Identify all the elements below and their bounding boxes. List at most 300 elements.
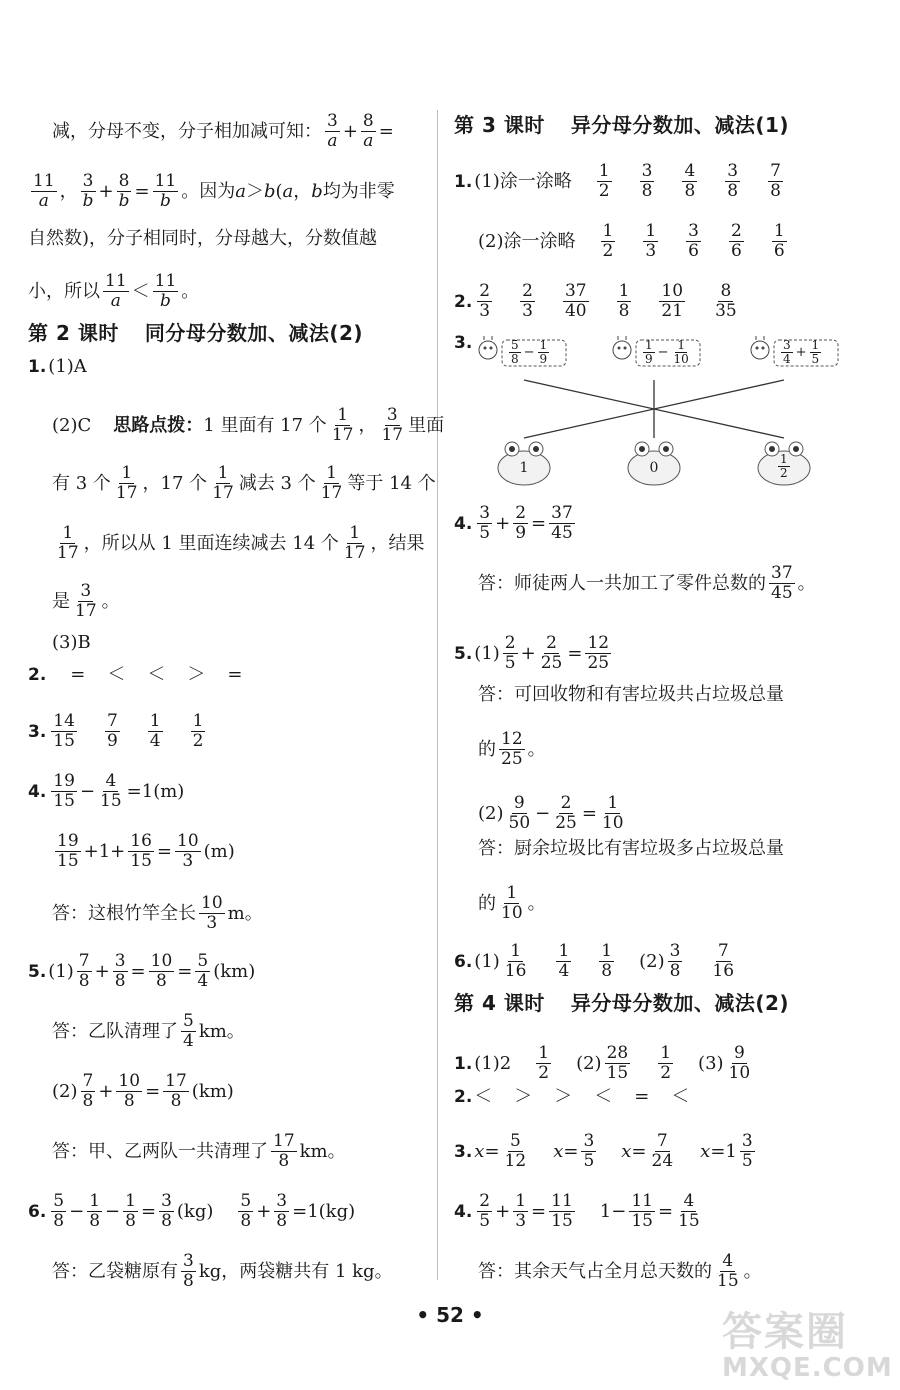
symbol: ＞ (554, 1086, 573, 1107)
fraction (195, 952, 210, 991)
operator: ＞ (245, 180, 264, 202)
intro-line-1 (28, 112, 394, 151)
denominator: 12 (504, 1151, 527, 1171)
text: 1 里面有 17 个 (203, 414, 327, 436)
denominator: 9 (645, 352, 653, 366)
fraction (549, 504, 575, 543)
text: 。 (527, 892, 546, 914)
q6-answer (28, 1252, 393, 1291)
numerator: 17 (273, 1131, 295, 1151)
fraction (163, 1072, 189, 1111)
text: ， (358, 414, 377, 436)
denominator: 35 (715, 301, 737, 321)
numerator: 3 (783, 338, 791, 352)
numerator: 12 (587, 633, 610, 653)
r-q4-answer (454, 564, 816, 603)
numerator: 11 (551, 1191, 573, 1211)
denominator: 8 (114, 971, 126, 991)
question-number: 1. (454, 171, 473, 192)
denominator: 3 (182, 851, 194, 871)
variable: x (553, 1140, 564, 1162)
fraction (503, 634, 518, 673)
fraction (650, 1132, 676, 1171)
r4-q3 (454, 1132, 758, 1171)
numerator: 7 (717, 941, 729, 961)
numerator: 16 (130, 831, 152, 851)
numerator: 1 (780, 452, 788, 466)
fraction (210, 464, 236, 503)
numerator: 3 (82, 171, 94, 191)
answer-text: 的 (478, 892, 496, 914)
denominator: 8 (276, 1211, 288, 1231)
denominator: 17 (57, 543, 79, 563)
fraction (740, 1132, 755, 1171)
denominator: 17 (212, 483, 234, 503)
fraction (319, 464, 345, 503)
operator: = (657, 1200, 674, 1222)
denominator: 8 (170, 1091, 182, 1111)
fraction (191, 712, 206, 751)
denominator: 5 (479, 523, 491, 543)
fraction (597, 162, 612, 201)
fraction (181, 1252, 196, 1291)
q5-a (28, 952, 255, 991)
watermark-logo (722, 1300, 893, 1383)
denominator: 5 (583, 1151, 595, 1171)
numerator: 1 (677, 338, 685, 352)
symbol: ＜ (147, 664, 166, 685)
numerator: 1 (337, 405, 349, 425)
numerator: 5 (509, 1131, 521, 1151)
fraction (563, 282, 589, 321)
operator: + (495, 512, 511, 534)
denominator: 9 (515, 523, 527, 543)
operator: = (130, 960, 146, 982)
numerator: 1 (645, 221, 657, 241)
symbol: ＜ (594, 1086, 613, 1107)
fraction (477, 282, 492, 321)
fraction (153, 172, 179, 211)
question-number: 3. (454, 333, 473, 353)
variable: b (263, 180, 276, 202)
r-q4 (454, 504, 578, 543)
fraction (686, 222, 701, 261)
fraction (772, 222, 787, 261)
fraction (585, 634, 611, 673)
denominator: 45 (551, 523, 573, 543)
numerator: 2 (730, 221, 742, 241)
text: 。 (797, 572, 816, 594)
denominator: 15 (53, 791, 75, 811)
denominator: a (38, 191, 49, 211)
numerator: 37 (551, 503, 573, 523)
fraction (672, 339, 691, 366)
denominator: 8 (123, 1091, 135, 1111)
numerator: 5 (240, 1191, 252, 1211)
numerator: 7 (78, 951, 90, 971)
r-q5-b-answer-2 (454, 884, 546, 923)
denominator: 15 (606, 1063, 629, 1083)
denominator: b (159, 191, 171, 211)
fraction (729, 222, 744, 261)
numerator: 11 (154, 271, 177, 291)
operator: + (520, 642, 536, 664)
numerator: 2 (515, 503, 527, 523)
operator: = (531, 1200, 547, 1222)
numerator: 1 (598, 161, 610, 181)
denominator: 8 (770, 181, 781, 201)
denominator: 8 (278, 1151, 290, 1171)
numerator: 11 (105, 271, 127, 291)
numerator: 1 (121, 463, 133, 483)
variable: a (282, 180, 294, 202)
fraction (159, 1192, 174, 1231)
question-number: 3. (454, 1141, 473, 1162)
lesson-2-heading (28, 322, 363, 344)
unit: km。 (299, 1140, 346, 1162)
denominator: 17 (115, 483, 138, 503)
denominator: 8 (125, 1211, 136, 1231)
denominator: 40 (564, 301, 587, 321)
fraction (55, 832, 81, 871)
result: =1(m) (126, 780, 185, 802)
denominator: 4 (783, 352, 791, 366)
text: 均为非零 (322, 180, 395, 202)
symbol: = (227, 664, 243, 685)
fraction (553, 794, 579, 833)
symbol: = (634, 1086, 650, 1107)
question-number: 4. (454, 1201, 473, 1222)
denominator: 17 (75, 601, 97, 621)
denominator: 8 (240, 1211, 252, 1231)
denominator: 17 (381, 425, 404, 445)
text: ， (59, 180, 78, 202)
denominator: 15 (551, 1211, 573, 1231)
fraction (503, 1132, 529, 1171)
whole-number: 1 (725, 1140, 737, 1162)
fraction (520, 282, 535, 321)
denominator: 3 (479, 301, 491, 321)
text: 等于 14 个 (347, 472, 436, 494)
denominator: 2 (780, 466, 788, 480)
operator: − (523, 345, 535, 360)
result: =1(kg) (292, 1200, 356, 1222)
q5-b (28, 1072, 234, 1111)
question-number: 2. (28, 665, 47, 685)
numerator: 7 (82, 1071, 94, 1091)
denominator: 8 (601, 961, 613, 981)
denominator: 4 (183, 1031, 194, 1051)
numerator: 1 (601, 941, 613, 961)
denominator: 8 (156, 971, 167, 991)
r-q1-a (454, 162, 786, 201)
label: (3) (698, 1052, 724, 1074)
question-number: 1. (28, 357, 47, 377)
operator: +1+ (83, 840, 126, 862)
r4-q1 (454, 1044, 755, 1083)
numerator: 1 (217, 463, 229, 483)
intro-line-4 (28, 272, 199, 311)
numerator: 1 (62, 523, 74, 543)
operator: = (156, 840, 172, 862)
denominator: 25 (501, 749, 523, 769)
denominator: 15 (100, 791, 122, 811)
numerator: 4 (683, 1191, 695, 1211)
r-q5-b-answer-1 (454, 838, 784, 860)
denominator: a (363, 131, 374, 151)
symbol: ＞ (514, 1086, 533, 1107)
lesson-title: 异分母分数加、减法(1) (570, 113, 790, 137)
expression (506, 339, 552, 366)
fraction (51, 1192, 66, 1231)
page-number: • 52 • (416, 1303, 484, 1327)
denominator: 8 (641, 181, 653, 201)
variable: b (311, 180, 323, 202)
denominator: 8 (78, 971, 90, 991)
numerator: 3 (688, 221, 699, 241)
text: 。 (101, 590, 120, 612)
numerator: 1 (602, 221, 614, 241)
fraction (781, 339, 793, 366)
denominator: 2 (598, 181, 610, 201)
lesson-3-heading (454, 114, 789, 136)
answer-text: 答：乙袋糖原有 (52, 1260, 178, 1282)
denominator: 8 (511, 352, 519, 366)
fraction (536, 1044, 551, 1083)
numerator: 1 (539, 338, 548, 352)
numerator: 1 (607, 793, 619, 813)
numerator: 2 (560, 793, 572, 813)
symbol: = (70, 664, 86, 685)
denominator: 3 (645, 241, 657, 261)
numerator: 14 (53, 711, 75, 731)
operator: = (563, 1140, 579, 1162)
numerator: 1 (510, 941, 522, 961)
fraction (768, 162, 783, 201)
operator: = (177, 960, 193, 982)
question-number: 1. (454, 1053, 473, 1074)
numerator: 8 (362, 111, 374, 131)
r-q2 (454, 282, 742, 321)
symbol: ＞ (187, 664, 206, 685)
question-number: 6. (28, 1201, 47, 1222)
numerator: 2 (522, 281, 533, 301)
label: (1) (474, 950, 500, 972)
label: (1)涂一涂略 (474, 170, 572, 192)
fraction (725, 162, 740, 201)
denominator: 15 (717, 1271, 739, 1291)
denominator: 8 (89, 1211, 101, 1231)
q4-line-2 (28, 832, 235, 871)
operator: = (484, 1140, 500, 1162)
numerator: 7 (106, 711, 118, 731)
question-number: 4. (454, 513, 473, 534)
fraction (499, 884, 525, 923)
lesson-number: 第 3 课时 (454, 113, 545, 137)
text: 。 (527, 738, 546, 760)
fraction (715, 1252, 741, 1291)
unit: (km) (191, 1080, 234, 1102)
symbol: ＜ (107, 664, 126, 685)
numerator: 1 (326, 463, 337, 483)
fraction (98, 772, 124, 811)
fraction (330, 406, 356, 445)
q1-c (28, 632, 91, 654)
operator: + (94, 960, 110, 982)
numerator: 11 (154, 171, 177, 191)
fraction (727, 1044, 753, 1083)
operator: + (98, 1080, 114, 1102)
denominator: 2 (660, 1063, 672, 1083)
text: 里面 (408, 414, 445, 436)
numerator: 1 (558, 941, 570, 961)
fraction (477, 504, 492, 543)
text: 。 (743, 1260, 762, 1282)
column-divider (437, 110, 438, 1280)
unit: (km) (213, 960, 256, 982)
text: 减去 3 个 (238, 472, 316, 494)
fraction (55, 524, 81, 563)
numerator: 2 (479, 1191, 491, 1211)
fraction (605, 1044, 631, 1083)
numerator: 37 (771, 563, 793, 583)
answer-text: 答：师徒两人一共加工了零件总数的 (478, 572, 766, 594)
numerator: 2 (504, 633, 516, 653)
label: (2) (576, 1052, 602, 1074)
expression-card-3 (748, 336, 842, 368)
denominator: 8 (82, 1091, 94, 1111)
denominator: 8 (161, 1211, 172, 1231)
q1-a (28, 356, 87, 378)
fraction (477, 1192, 492, 1231)
numerator: 1 (811, 338, 820, 352)
answer-text: 的 (478, 738, 496, 760)
denominator: 25 (587, 653, 610, 673)
numerator: 8 (118, 171, 130, 191)
answer-frog-3 (754, 438, 814, 486)
numerator: 12 (501, 729, 523, 749)
fraction (769, 564, 795, 603)
lesson-4-heading (454, 992, 789, 1014)
text: 自然数)，分子相同时，分母越大，分数值越 (28, 228, 378, 249)
numerator: 10 (661, 281, 684, 301)
denominator: 25 (540, 653, 563, 673)
intro-line-3 (28, 228, 377, 250)
fraction (103, 272, 129, 311)
numerator: 9 (733, 1043, 745, 1063)
denominator: 5 (479, 1211, 491, 1231)
text: ， (293, 180, 312, 202)
fraction (113, 952, 128, 991)
fraction (676, 1192, 702, 1231)
q2 (28, 664, 242, 686)
denominator: 17 (331, 425, 354, 445)
denominator: 15 (53, 731, 75, 751)
matching-diagram (454, 328, 854, 498)
denominator: b (118, 191, 130, 211)
numerator: 1 (125, 1191, 136, 1211)
variable: x (700, 1140, 711, 1162)
fraction (658, 1044, 673, 1083)
operator: − (535, 802, 551, 824)
fraction (539, 634, 565, 673)
expression (640, 339, 694, 366)
r-q5-a (454, 634, 614, 673)
denominator: 4 (558, 961, 570, 981)
operator: = (710, 1140, 726, 1162)
operator: + (256, 1200, 272, 1222)
r-q1-b (454, 222, 790, 261)
denominator: 8 (53, 1211, 65, 1231)
label: (1) (48, 960, 74, 982)
operator: + (98, 180, 114, 202)
numerator: 5 (511, 338, 519, 352)
answer: (3)B (52, 632, 91, 653)
numerator: 9 (513, 793, 525, 813)
fraction (499, 730, 525, 769)
numerator: 3 (727, 161, 739, 181)
operator: = (378, 120, 394, 142)
text: 。因为 (181, 180, 236, 202)
fraction (600, 794, 626, 833)
text: 有 3 个 (52, 472, 111, 494)
denominator: 6 (688, 241, 699, 261)
numerator: 1 (192, 711, 204, 731)
numerator: 5 (53, 1191, 65, 1211)
numerator: 3 (669, 941, 681, 961)
question-number: 2. (454, 291, 473, 312)
fraction (601, 222, 616, 261)
numerator: 3 (80, 581, 92, 601)
operator: = (581, 802, 597, 824)
numerator: 4 (684, 161, 696, 181)
q1-b-cont-2 (28, 524, 425, 563)
denominator: 5 (811, 352, 820, 366)
fraction (659, 282, 685, 321)
question-number: 3. (28, 721, 47, 742)
text: ，结果 (370, 532, 425, 554)
fraction (51, 772, 77, 811)
operator: 1− (599, 1200, 627, 1222)
numerator: 4 (105, 771, 117, 791)
denominator: 15 (631, 1211, 653, 1231)
denominator: 6 (773, 241, 785, 261)
symbol: ＜ (671, 1086, 690, 1107)
operator: − (105, 1200, 121, 1222)
denominator: b (160, 291, 171, 311)
r-q6 (454, 942, 739, 981)
variable: x (474, 1140, 485, 1162)
denominator: 6 (730, 241, 742, 261)
text: 是 (52, 590, 70, 612)
denominator: 5 (504, 653, 516, 673)
fraction (509, 339, 521, 366)
numerator: 28 (606, 1043, 629, 1063)
numerator: 1 (618, 281, 630, 301)
lesson-title: 同分母分数加、减法(2) (144, 321, 364, 345)
q6 (28, 1192, 355, 1231)
answer-text: 答：可回收物和有害垃圾共占垃圾总量 (478, 684, 784, 705)
denominator: 5 (741, 1151, 753, 1171)
denominator: 3 (206, 913, 218, 933)
fraction (640, 162, 655, 201)
denominator: 17 (343, 543, 366, 563)
fraction (81, 1072, 96, 1111)
numerator: 7 (656, 1131, 668, 1151)
operator: = (140, 1200, 157, 1222)
q4-answer (28, 894, 263, 933)
numerator: 1 (506, 883, 518, 903)
